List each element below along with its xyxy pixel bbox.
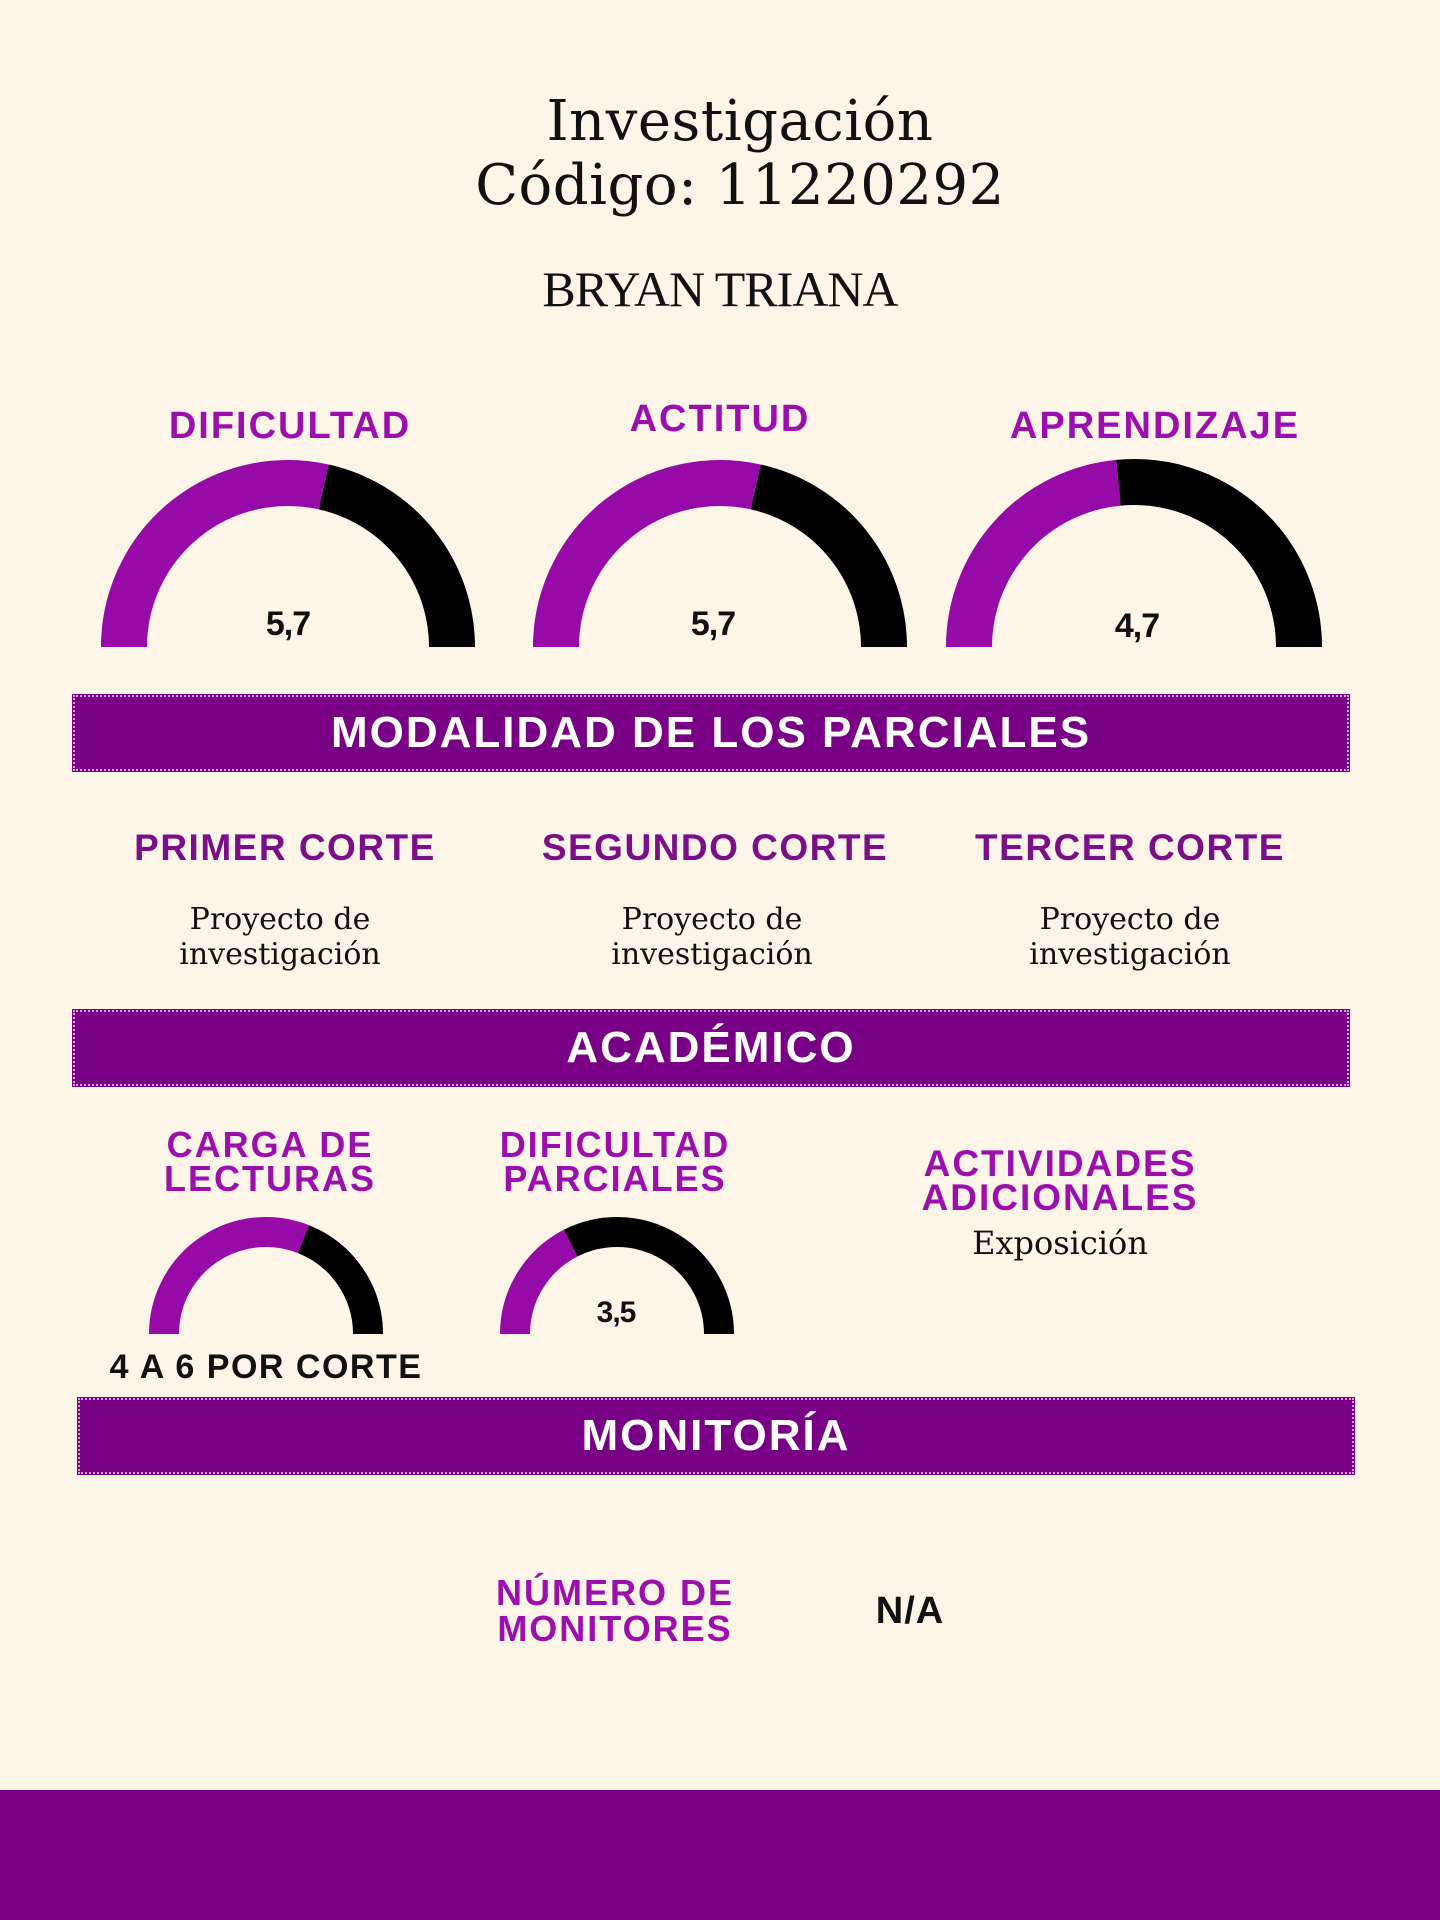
metric-label-dificultad: DIFICULTAD (168, 405, 412, 447)
corte-desc-tercer-line1: Proyecto de (1039, 902, 1221, 937)
actividades-adicionales-label: ACTIVIDADES ADICIONALES (921, 1143, 1199, 1218)
corte-desc-segundo-line1: Proyecto de (621, 902, 803, 937)
actividades-adicionales-value: Exposición (972, 1224, 1148, 1262)
section-band-monitoria: MONITORÍA (77, 1397, 1355, 1475)
gauge-dificultad-parciales-fill-arc (515, 1243, 571, 1334)
gauge-value-actitud: 5,7 (690, 605, 736, 643)
numero-monitores-value: N/A (875, 1590, 945, 1632)
carga-lecturas-label-line2: LECTURAS (164, 1158, 376, 1199)
gauge-value-dificultad: 5,7 (265, 605, 311, 643)
corte-desc-primer-line2: investigación (179, 937, 381, 972)
numero-monitores-label-line2: MONITORES (497, 1608, 733, 1649)
section-band-modalidad: MODALIDAD DE LOS PARCIALES (72, 694, 1350, 772)
corte-desc-primer-line1: Proyecto de (189, 902, 371, 937)
corte-title-segundo: SEGUNDO CORTE (541, 827, 889, 868)
carga-lecturas-value: 4 A 6 POR CORTE (109, 1348, 423, 1386)
course-code: Código: 11220292 (475, 153, 1005, 218)
section-band-academico: ACADÉMICO (72, 1009, 1350, 1087)
dificultad-parciales-label-line2: PARCIALES (503, 1158, 727, 1199)
footer-bar (0, 1790, 1440, 1920)
corte-title-primer: PRIMER CORTE (134, 827, 436, 868)
carga-lecturas-label-line1: CARGA DE (166, 1124, 374, 1165)
numero-monitores-label-line1: NÚMERO DE (495, 1572, 734, 1613)
page-title: Investigación (546, 89, 934, 154)
corte-desc-segundo-line2: investigación (611, 937, 813, 972)
metric-label-aprendizaje: APRENDIZAJE (1009, 405, 1301, 447)
metric-label-actitud: ACTITUD (629, 398, 811, 440)
professor-name: BRYAN TRIANA (542, 261, 898, 317)
dificultad-parciales-label-line1: DIFICULTAD (499, 1124, 731, 1165)
corte-desc-tercer-line2: investigación (1029, 937, 1231, 972)
dificultad-parciales-value: 3,5 (596, 1296, 636, 1329)
numero-monitores-label (460, 1572, 770, 1649)
corte-title-tercer: TERCER CORTE (975, 827, 1285, 868)
gauge-value-aprendizaje: 4,7 (1114, 607, 1160, 645)
